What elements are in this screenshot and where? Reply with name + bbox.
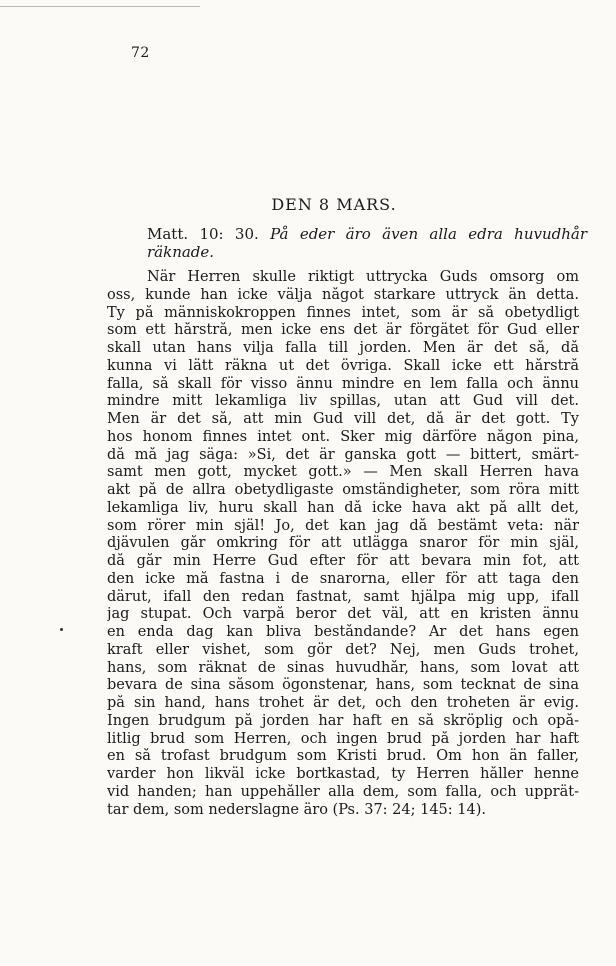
- verse-reference: Matt. 10: 30.: [147, 225, 259, 243]
- text-line: hans, som räknat de sinas huvudhår, hans, som lovat att: [107, 659, 579, 676]
- text-line: kraft eller vishet, som gör det? Nej, men Guds trohet,: [107, 641, 579, 658]
- body-text: [107, 269, 579, 819]
- text-line: en enda dag kan bliva beståndande? Är det hans egen: [107, 624, 579, 640]
- text-line: varder hon likväl icke bortkastad, ty Herren håller henne: [107, 766, 579, 782]
- text-line: Men är det så, att min Gud vill det, då är det gott. Ty: [107, 411, 579, 427]
- text-line: tar dem, som nederslagne äro (Ps. 37: 24; 145: 14).: [107, 801, 486, 818]
- text-line: lekamliga liv, huru skall han då icke hava akt på allt det,: [107, 499, 579, 516]
- page-number: 72: [131, 45, 150, 61]
- text-line: på sin hand, hans trohet är det, och den troheten är evig.: [107, 695, 579, 711]
- top-rule: [0, 6, 200, 7]
- text-line: akt på de allra obetydligaste omständigheter, som röra mitt: [107, 482, 579, 498]
- text-line: vid handen; han uppehåller alla dem, som falla, och upprät-: [107, 783, 579, 800]
- text-line: Ty på människokroppen finnes intet, som är så obetydligt: [107, 304, 579, 321]
- verse-quote: På eder äro även alla edra huvudhår räknade.: [147, 225, 587, 261]
- text-line: skall utan hans vilja falla till jorden. Men är det så, då: [107, 340, 579, 356]
- text-line: samt men gott, mycket gott.» — Men skall Herren hava: [107, 464, 579, 481]
- text-line: kunna vi lätt räkna ut det övriga. Skall icke ett hårstrå: [107, 357, 579, 374]
- text-line: som ett hårstrå, men icke ens det är förgätet för Gud eller: [107, 322, 579, 339]
- scripture-verse: [107, 225, 587, 261]
- text-line: hos honom finnes intet ont. Sker mig därföre någon pina,: [107, 428, 579, 445]
- text-line: som rörer min själ! Jo, det kan jag då bestämt veta: när: [107, 517, 579, 534]
- text-line: jag stupat. Och varpå beror det väl, att en kristen ännu: [107, 606, 579, 623]
- text-line: den icke må fastna i de snarorna, eller för att taga den: [107, 570, 579, 587]
- text-line: När Herren skulle riktigt uttrycka Guds omsorg om: [147, 269, 579, 285]
- margin-mark: [60, 628, 63, 631]
- text-line: mindre mitt lekamliga liv spillas, utan att Gud vill det.: [107, 393, 579, 410]
- text-line: falla, så skall för visso ännu mindre en lem falla och ännu: [107, 375, 579, 392]
- text-line: litlig brud som Herren, och ingen brud på jorden har haft: [107, 730, 579, 747]
- text-line: en så trofast brudgum som Kristi brud. Om hon än faller,: [107, 748, 579, 765]
- text-line: Ingen brudgum på jorden har haft en så skröplig och opå-: [107, 712, 579, 729]
- text-line: oss, kunde han icke välja något starkare uttryck än detta.: [107, 286, 579, 303]
- text-line: bevara de sina såsom ögonstenar, hans, som tecknat de sina: [107, 677, 579, 694]
- text-line: djävulen går omkring för att utlägga snaror för min själ,: [107, 535, 579, 552]
- page-heading: DEN 8 MARS.: [271, 195, 397, 214]
- text-line: därut, ifall den redan fastnat, samt hjälpa mig upp, ifall: [107, 588, 579, 605]
- text-line: då går min Herre Gud efter för att bevara min fot, att: [107, 553, 579, 569]
- text-line: då må jag säga: »Si, det är ganska gott — bittert, smärt-: [107, 446, 579, 463]
